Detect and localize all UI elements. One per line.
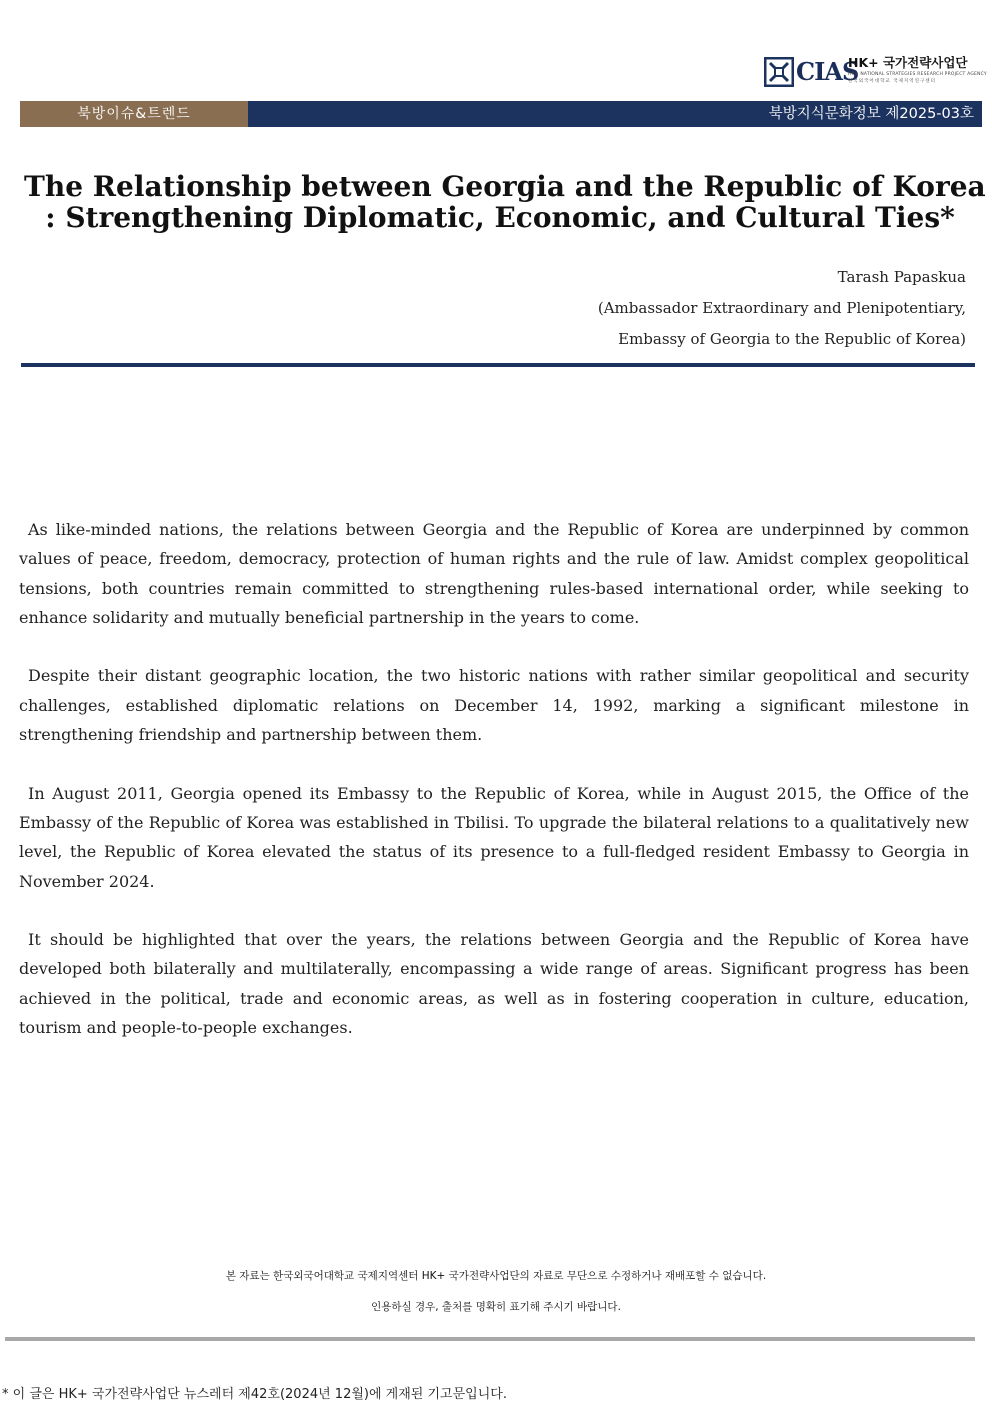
paragraph: It should be highlighted that over the years, the relations between Georgia and the Republic of Korea have developed both bilaterally and multilaterally, encompassing a wide range of areas. Significant progress has been achieved in the political, trade and economic areas, as well as in fostering cooperation in culture, education, tourism and people-to-people exchanges. xyxy=(19,930,969,1038)
footer-divider xyxy=(5,1337,975,1341)
title-divider xyxy=(21,363,975,367)
author-name: Tarash Papaskua xyxy=(837,268,966,286)
cias-logo xyxy=(764,55,987,89)
paragraph: Despite their distant geographic location, the two historic nations with rather similar geopolitical and security challenges, established diplomatic relations on December 14, 1992, marking a significant milestone in strengthening friendship and partnership between them. xyxy=(19,666,969,745)
author-role-2: Embassy of Georgia to the Republic of Korea) xyxy=(618,330,966,348)
article-body xyxy=(19,515,969,1072)
header-bar xyxy=(20,101,982,127)
copyright-notice: 본 자료는 한국외국어대학교 국제지역센터 HK+ 국가전략사업단의 자료로 무단으로 수정하거나 재배포할 수 없습니다. xyxy=(225,1270,767,1282)
logo-title: HK+ 국가전략사업단 xyxy=(848,55,968,70)
author-block xyxy=(598,262,966,355)
paragraph: As like-minded nations, the relations between Georgia and the Republic of Korea are underpinned by common values of peace, freedom, democracy, protection of human rights and the rule of law. Amidst complex geopolitical tensions, both countries remain committed to strengthening rules-based international order, while seeking to enhance solidarity and mutually beneficial partnership in the years to come. xyxy=(19,520,969,627)
article-title xyxy=(24,170,986,234)
cias-emblem-icon xyxy=(764,57,794,87)
title-line-1: The Relationship between Georgia and the Republic of Korea xyxy=(24,170,986,203)
author-role-1: (Ambassador Extraordinary and Plenipotentiary, xyxy=(597,299,966,317)
logo-subtitle-ko: 한국외국어대학교 국제지역연구센터 xyxy=(848,79,936,84)
logo-subtitle-en: HK+ NATIONAL STRATEGIES RESEARCH PROJECT AGENCY xyxy=(848,72,987,77)
logo-wordmark: CIAS xyxy=(796,57,859,86)
issue-number: 북방지식문화정보 제2025-03호 xyxy=(768,106,974,122)
title-line-2: : Strengthening Diplomatic, Economic, and Cultural Ties* xyxy=(45,201,955,234)
paragraph: In August 2011, Georgia opened its Embassy to the Republic of Korea, while in August 2015, the Office of the Embassy of the Republic of Korea was established in Tbilisi. To upgrade the bilateral relations to a qualitatively new level, the Republic of Korea elevated the status of its presence to a full-fledged resident Embassy to Georgia in November 2024. xyxy=(19,783,969,891)
citation-notice: 인용하실 경우, 출처를 명확히 표기해 주시기 바랍니다. xyxy=(371,1301,621,1313)
footnote: * 이 글은 HK+ 국가전략사업단 뉴스레터 제42호(2024년 12월)에 게재된 기고문입니다. xyxy=(2,1387,507,1402)
section-label: 북방이슈&트렌드 xyxy=(20,101,248,127)
